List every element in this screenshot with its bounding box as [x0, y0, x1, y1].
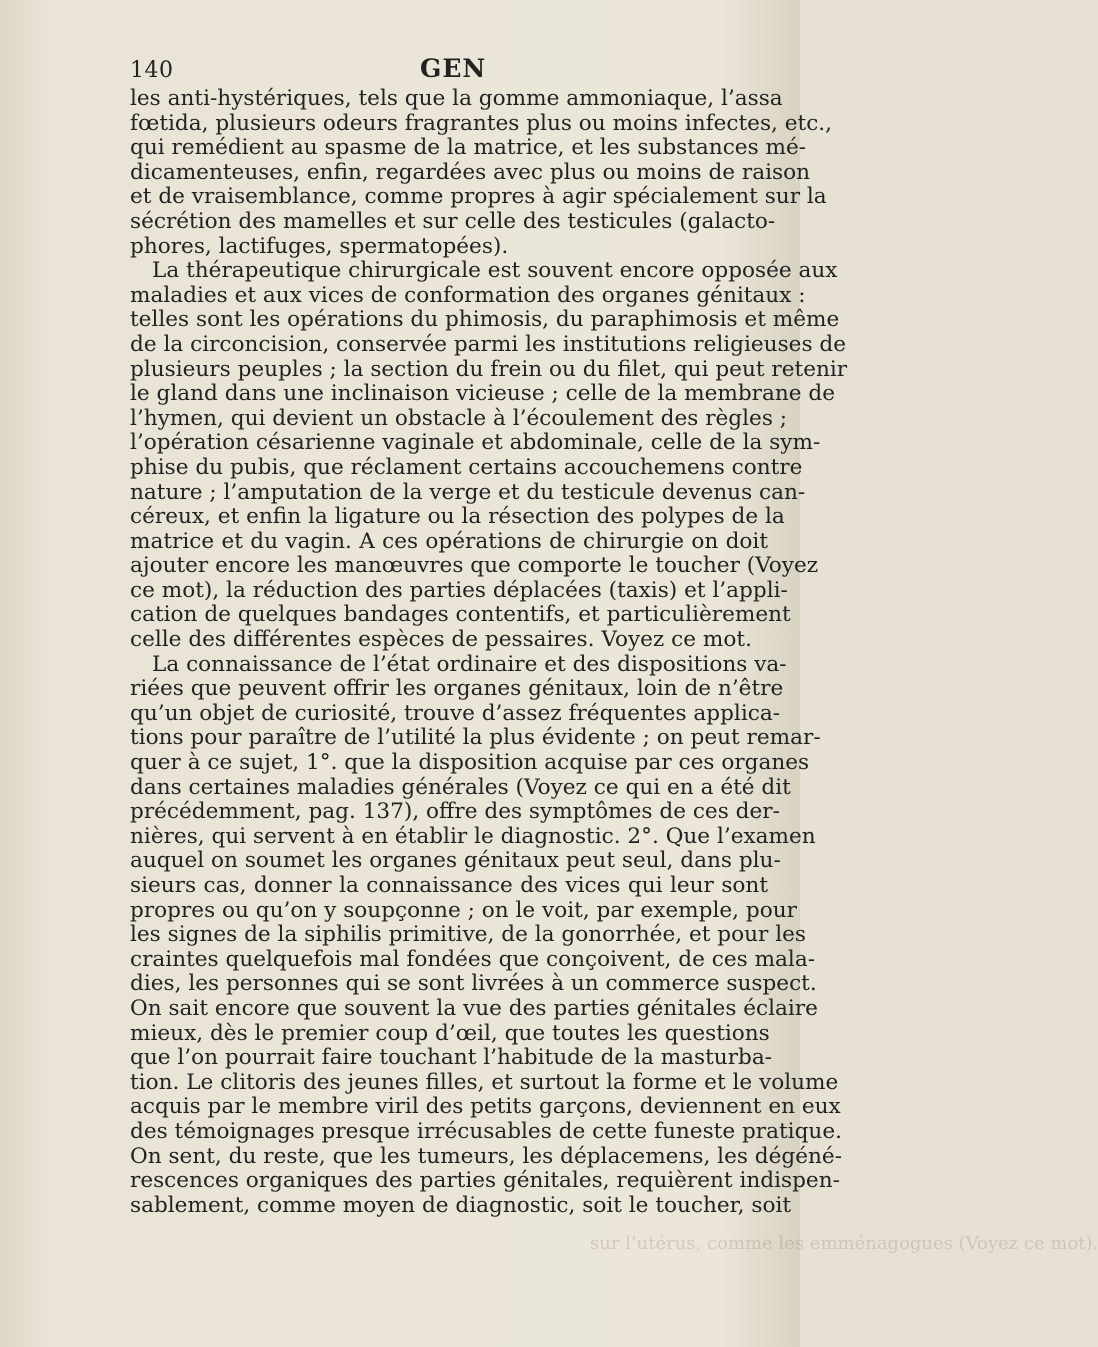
- text-line: telles sont les opérations du phimosis, du paraphimosis et même: [130, 307, 840, 333]
- text-line: céreux, et enfin la ligature ou la résection des polypes de la: [130, 504, 785, 530]
- text-line: mieux, dès le premier coup d’œil, que toutes les questions: [130, 1020, 770, 1046]
- text-line: dies, les personnes qui se sont livrées à un commerce suspect.: [130, 971, 817, 997]
- text-line: craintes quelquefois mal fondées que conçoivent, de ces mala-: [130, 946, 816, 972]
- text-line: sieurs cas, donner la connaissance des vices qui leur sont: [130, 873, 768, 898]
- text-line: l’hymen, qui devient un obstacle à l’écoulement des règles ;: [130, 405, 788, 431]
- text-line: les anti-hystériques, tels que la gomme ammoniaque, l’assa: [130, 86, 783, 111]
- text-line: dicamenteuses, enfin, regardées avec plus ou moins de raison: [130, 159, 811, 185]
- text-line: de la circoncision, conservée parmi les institutions religieuses de: [130, 331, 846, 357]
- text-line: matrice et du vagin. A ces opérations de chirurgie on doit: [130, 528, 768, 554]
- text-line: précédemment, pag. 137), offre des symptômes de ces der-: [130, 799, 780, 825]
- text-line: nature ; l’amputation de la verge et du testicule devenus can-: [130, 479, 806, 505]
- text-line: La connaissance de l’état ordinaire et des dispositions va-: [152, 651, 787, 677]
- page-header: [130, 54, 770, 84]
- text-line: On sent, du reste, que les tumeurs, les déplacemens, les dégéné-: [130, 1143, 842, 1169]
- text-line: plusieurs peuples ; la section du frein ou du filet, qui peut retenir: [130, 356, 848, 382]
- text-line: ce mot), la réduction des parties déplacées (taxis) et l’appli-: [130, 577, 788, 603]
- text-line: que l’on pourrait faire touchant l’habitude de la masturba-: [130, 1045, 773, 1071]
- text-line: maladies et aux vices de conformation des organes génitaux :: [130, 282, 806, 308]
- text-line: acquis par le membre viril des petits garçons, deviennent en eux: [130, 1094, 841, 1120]
- text-line: phise du pubis, que réclament certains accouchemens contre: [130, 454, 803, 480]
- text-line: quer à ce sujet, 1°. que la disposition acquise par ces organes: [130, 750, 810, 776]
- running-head: GEN: [420, 54, 487, 83]
- text-line: celle des différentes espèces de pessaires. Voyez ce mot.: [130, 627, 752, 653]
- text-line: La thérapeutique chirurgicale est souvent encore opposée aux: [152, 258, 838, 284]
- body-text: [130, 86, 848, 1218]
- text-line: phores, lactifuges, spermatopées).: [130, 233, 509, 259]
- text-line: auquel on soumet les organes génitaux peut seul, dans plu-: [130, 848, 781, 874]
- text-line: tions pour paraître de l’utilité la plus évidente ; on peut remar-: [130, 725, 821, 751]
- text-line: l’opération césarienne vaginale et abdominale, celle de la sym-: [130, 430, 821, 456]
- text-line: riées que peuvent offrir les organes génitaux, loin de n’être: [130, 676, 784, 702]
- text-line: dans certaines maladies générales (Voyez ce qui en a été dit: [130, 774, 791, 800]
- text-line: les signes de la siphilis primitive, de la gonorrhée, et pour les: [130, 922, 806, 948]
- text-line: On sait encore que souvent la vue des parties génitales éclaire: [130, 995, 818, 1021]
- text-line: qui remédient au spasme de la matrice, et les substances mé-: [130, 135, 807, 161]
- page-number: 140: [130, 58, 174, 83]
- text-line: sécrétion des mamelles et sur celle des testicules (galacto-: [130, 208, 776, 234]
- text-line: ajouter encore les manœuvres que comporte le toucher (Voyez: [130, 553, 819, 579]
- text-line: sablement, comme moyen de diagnostic, soit le toucher, soit: [130, 1192, 792, 1218]
- text-line: cation de quelques bandages contentifs, et particulièrement: [130, 602, 791, 628]
- text-line: fœtida, plusieurs odeurs fragrantes plus ou moins infectes, etc.,: [130, 110, 833, 136]
- text-line: tion. Le clitoris des jeunes filles, et surtout la forme et le volume: [130, 1069, 839, 1095]
- text-line: nières, qui servent à en établir le diagnostic. 2°. Que l’examen: [130, 823, 816, 849]
- text-line: le gland dans une inclinaison vicieuse ; celle de la membrane de: [130, 381, 836, 407]
- text-line: et de vraisemblance, comme propres à agir spécialement sur la: [130, 184, 827, 210]
- text-line: qu’un objet de curiosité, trouve d’assez fréquentes applica-: [130, 700, 780, 726]
- text-line: rescences organiques des parties génitales, requièrent indispen-: [130, 1168, 840, 1194]
- text-line: des témoignages presque irrécusables de cette funeste pratique.: [130, 1118, 842, 1144]
- bleed-through-text: sur l’utérus, comme les emménagogues (Voyez ce mot).: [590, 1233, 1098, 1254]
- text-line: propres ou qu’on y soupçonne ; on le voit, par exemple, pour: [130, 897, 797, 923]
